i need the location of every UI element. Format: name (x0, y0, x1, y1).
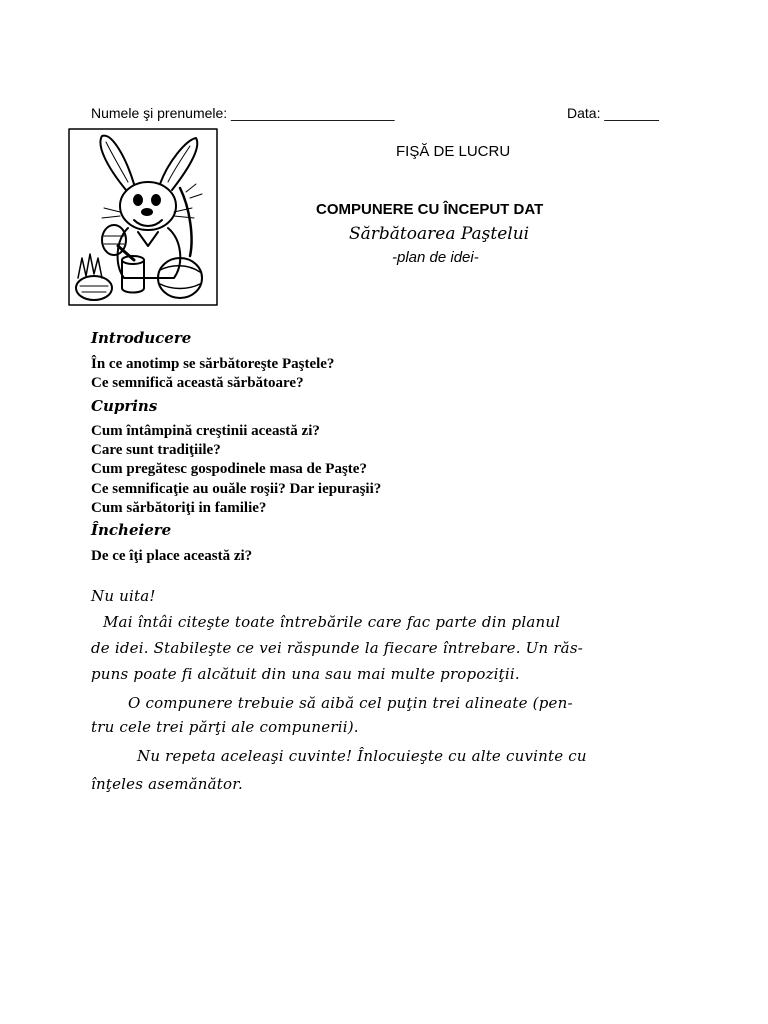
reminder-line: O compunere trebuie să aibă cel puţin trei alineate (pen- (128, 694, 573, 712)
section-heading-body: Cuprins (91, 397, 158, 415)
date-field-label: Data: _______ (567, 105, 659, 121)
question-item: Cum sărbătoriţi in familie? (91, 500, 267, 516)
question-item: Care sunt tradiţiile? (91, 442, 221, 458)
reminder-line: de idei. Stabileşte ce vei răspunde la fiecare întrebare. Un răs- (91, 639, 583, 657)
reminder-line: Nu repeta aceleaşi cuvinte! Înlocuieşte cu alte cuvinte cu (137, 747, 587, 765)
plan-label: -plan de idei- (392, 249, 479, 266)
name-field-label: Numele şi prenumele: _____________________ (91, 105, 395, 121)
question-item: În ce anotimp se sărbătoreşte Paştele? (91, 356, 335, 372)
section-heading-conclusion: Încheiere (91, 521, 172, 539)
question-item: Cum întâmpină creştinii această zi? (91, 423, 320, 439)
reminder-title: Nu uita! (91, 587, 156, 605)
composition-subtitle: Sărbătoarea Paştelui (349, 224, 530, 244)
question-item: De ce îţi place această zi? (91, 548, 253, 564)
question-item: Ce semnifică această sărbătoare? (91, 375, 304, 391)
question-item: Ce semnificaţie au ouăle roşii? Dar iepuraşii? (91, 481, 382, 497)
question-item: Cum pregătesc gospodinele masa de Paşte? (91, 461, 367, 477)
composition-title: COMPUNERE CU ÎNCEPUT DAT (316, 201, 544, 218)
easter-bunny-coloring-icon (68, 128, 218, 306)
worksheet-title: FIŞĂ DE LUCRU (396, 143, 511, 160)
section-heading-introduction: Introducere (91, 329, 192, 347)
reminder-line: puns poate fi alcătuit din una sau mai multe propoziţii. (91, 665, 520, 683)
reminder-line: tru cele trei părţi ale compunerii). (91, 718, 359, 736)
reminder-line: înţeles asemănător. (91, 775, 243, 793)
reminder-line: Mai întâi citeşte toate întrebările care fac parte din planul (103, 613, 561, 631)
